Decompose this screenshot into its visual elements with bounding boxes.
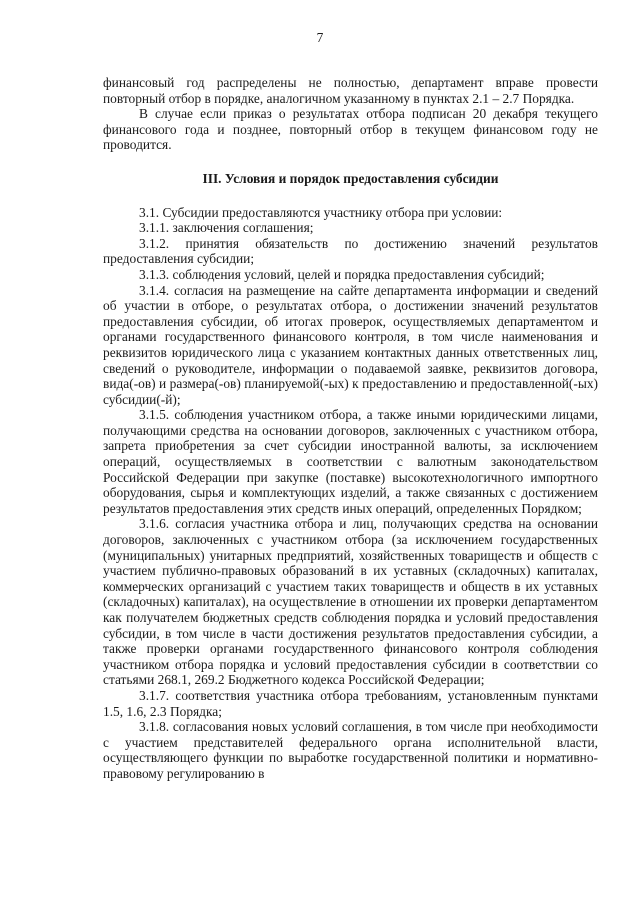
list-item xyxy=(103,719,598,781)
section-heading: III. Условия и порядок предоставления субсидии xyxy=(202,170,499,186)
item-text: заключения соглашения; xyxy=(172,220,314,236)
document-body xyxy=(103,75,598,782)
item-number: 3.1.2. xyxy=(139,235,170,251)
item-number: 3.1.4. xyxy=(139,282,170,298)
item-text: соответствия участника отбора требованиям, установленным пунктами 1.5, 1.6, 2.3 Порядка; xyxy=(103,687,598,719)
item-number: 3.1.7. xyxy=(139,687,170,703)
item-text: Субсидии предоставляются участнику отбора при условии: xyxy=(162,204,503,220)
item-text: согласования новых условий соглашения, в том числе при необходимости с участием представителей федерального органа исполнительной власти, осуществляющего функции по выработке государственной политики и нормативно-правовому регулированию в xyxy=(103,719,598,781)
item-text: соблюдения условий, целей и порядка предоставления субсидий; xyxy=(172,266,545,282)
item-text: согласия на размещение на сайте департамента информации и сведений об участии в отборе, о результатах отбора, о достижении значений результатов предоставления субсидии, об итогах проверок, осуществляемых департаментом и органами государственного финансового контроля, в том числе наименования и реквизитов юридического лица с указанием контактных данных ответственных лиц, сведений о руководителе, информации о подаваемой заявке, реквизитов договора, вида(-ов) и размера(-ов) планируемой(-ых) к предоставлению и предоставленной(-ых) субсидии(-й); xyxy=(103,282,598,407)
item-number: 3.1. xyxy=(139,204,160,220)
item-text: соблюдения участником отбора, а также иными юридическими лицами, получающими средства на основании договоров, заключенных с участником отбора, запрета приобретения за счет субсидии иностранной валюты, за исключением операций, осуществляемых в соответствии с валютным законодательством Российской Федерации при закупке (поставке) высокотехнологичного импортного оборудования, сырья и комплектующих изделий, а также связанных с достижением результатов предоставления этих средств иных операций, определенных Порядком; xyxy=(103,407,598,516)
list-item xyxy=(103,267,598,283)
page-number: 7 xyxy=(316,30,324,45)
item-number: 3.1.6. xyxy=(139,516,170,532)
item-number: 3.1.1. xyxy=(139,220,170,236)
list-item xyxy=(103,220,598,236)
item-text: согласия участника отбора и лиц, получающих средства на основании договоров, заключенных с участником отбора (за исключением государственных (муниципальных) унитарных предприятий, хозяйственных товариществ и обществ с участием публично-правовых образований в их уставных (складочных) капиталах, коммерческих организаций с участием таких товариществ и обществ в их уставных (складочных) капиталах), на осуществление в отношении их проверки департаментом как получателем бюджетных средств соблюдения порядка и условий предоставления субсидии, в том числе в части достижения результатов предоставления субсидии, а также проверки органами государственного финансового контроля соблюдения участником отбора порядка и условий предоставления субсидии в соответствии со статьями 268.1, 269.2 Бюджетного кодекса Российской Федерации; xyxy=(103,516,598,688)
list-item xyxy=(103,236,598,267)
item-number: 3.1.5. xyxy=(139,407,170,423)
paragraph-continuation: финансовый год распределены не полностью, департамент вправе провести повторный отбор в порядке, аналогичном указанному в пунктах 2.1 – 2.7 Порядка. xyxy=(103,75,598,106)
list-item xyxy=(103,516,598,688)
list-item xyxy=(103,205,598,221)
list-item xyxy=(103,283,598,408)
item-number: 3.1.8. xyxy=(139,719,170,735)
item-text: принятия обязательств по достижению значений результатов предоставления субсидии; xyxy=(103,235,598,267)
item-number: 3.1.3. xyxy=(139,266,170,282)
list-item xyxy=(103,407,598,516)
list-item xyxy=(103,688,598,719)
conditions-list xyxy=(103,205,598,782)
paragraph-repeat-selection: В случае если приказ о результатах отбора подписан 20 декабря текущего финансового года и позднее, повторный отбор в текущем финансовом году не проводится. xyxy=(103,106,598,153)
